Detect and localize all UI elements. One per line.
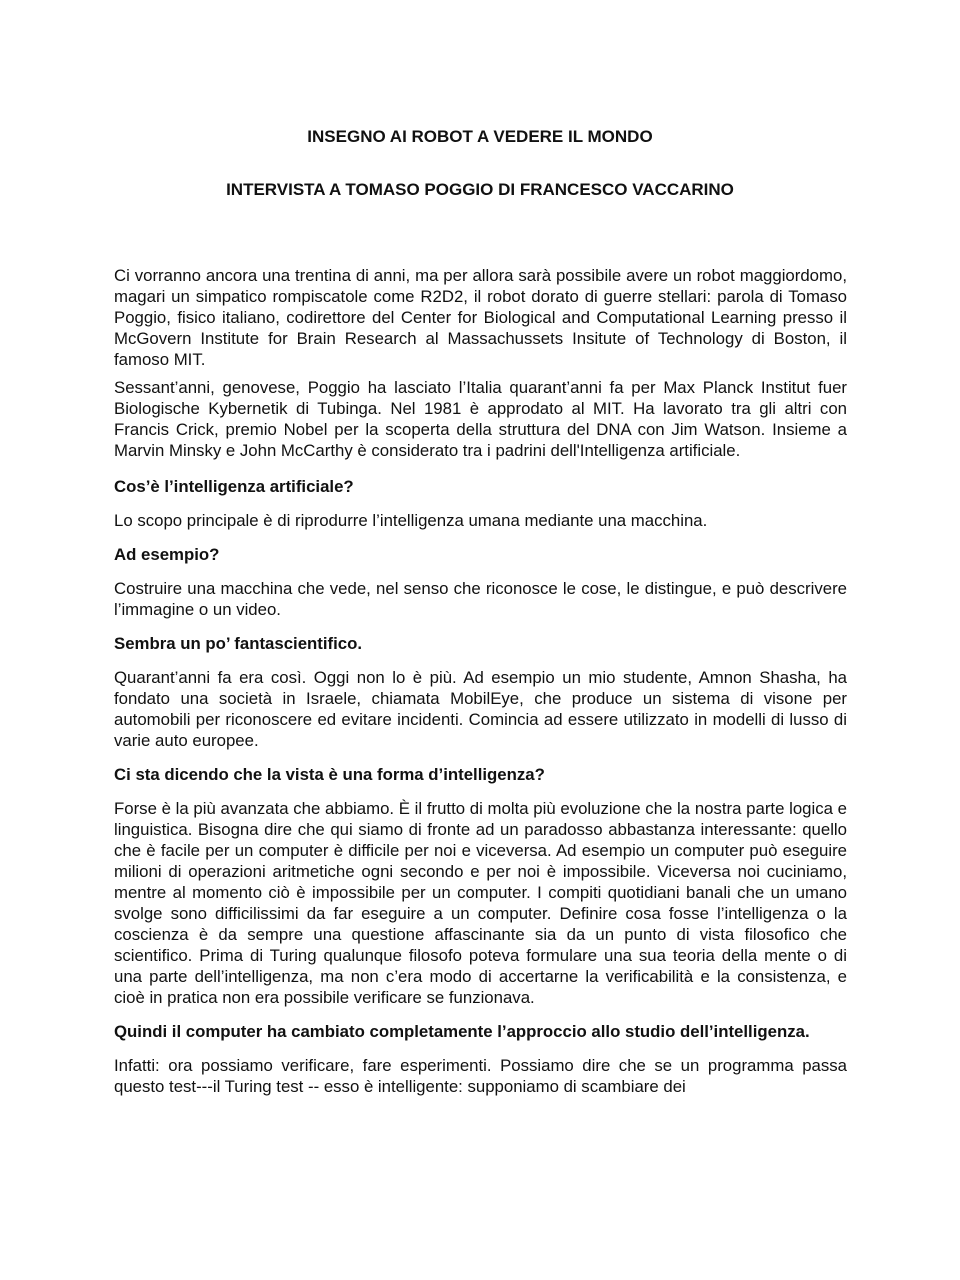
- intro-paragraph-2: Sessant’anni, genovese, Poggio ha lasciato l’Italia quarant’anni fa per Max Planck Institut fuer Biologische Kybernetik di Tubinga. Nel 1981 è approdato al MIT. Ha lavorato tra gli altri con Francis Crick, premio Nobel per la scoperta della struttura del DNA con Jim Watson. Insieme a Marvin Minsky e John McCarthy è considerato tra i padrini dell'Intelligenza artificiale.: [114, 378, 847, 460]
- document-subtitle: INTERVISTA A TOMASO POGGIO DI FRANCESCO VACCARINO: [226, 180, 734, 199]
- question-4: Ci sta dicendo che la vista è una forma d’intelligenza?: [114, 765, 545, 784]
- question-1: Cos’è l’intelligenza artificiale?: [114, 477, 354, 496]
- answer-5: Infatti: ora possiamo verificare, fare esperimenti. Possiamo dire che se un programma passa questo test---il Turing test -- esso è intelligente: supponiamo di scambiare dei: [114, 1056, 847, 1096]
- question-2: Ad esempio?: [114, 545, 220, 564]
- answer-4: Forse è la più avanzata che abbiamo. È il frutto di molta più evoluzione che la nostra parte logica e linguistica. Bisogna dire che qui siamo di fronte ad un paradosso abbastanza interessante: quello che è facile per un computer è difficile per noi e viceversa. Ad esempio un computer può eseguire milioni di operazioni aritmetiche ogni secondo e per noi è impossibile. Viceversa noi cuciniamo, mentre al momento ciò è impossibile per un computer. I compiti quotidiani banali che un umano svolge sono difficilissimi da far eseguire a un computer. Definire cosa fosse l’intelligenza o la coscienza è da sempre una questione affascinante sia da un punto di vista filosofico che scientifico. Prima di Turing qualunque filosofo poteva formulare una sua teoria della mente o di una parte dell’intelligenza, ma non c’era modo di accertarne la verificabilità e la consistenza, e cioè in pratica non era possibile verificare se funzionava.: [114, 799, 847, 1007]
- question-5: Quindi il computer ha cambiato completamente l’approccio allo studio dell’intelligenza.: [114, 1022, 810, 1041]
- document-title: INSEGNO AI ROBOT A VEDERE IL MONDO: [307, 127, 653, 146]
- article-body: [114, 265, 847, 1104]
- answer-2: Costruire una macchina che vede, nel senso che riconosce le cose, le distingue, e può descrivere l’immagine o un video.: [114, 579, 847, 619]
- question-3: Sembra un po’ fantascientifico.: [114, 634, 363, 653]
- intro-paragraph-1: Ci vorranno ancora una trentina di anni, ma per allora sarà possibile avere un robot maggiordomo, magari un simpatico rompiscatole come R2D2, il robot dorato di guerre stellari: parola di Tomaso Poggio, fisico italiano, codirettore del Center for Biological and Computational Learning presso il McGovern Institute for Brain Research al Massachussets Insitute of Technology di Boston, il famoso MIT.: [114, 266, 847, 369]
- answer-1: Lo scopo principale è di riprodurre l’intelligenza umana mediante una macchina.: [114, 511, 708, 530]
- answer-3: Quarant’anni fa era così. Oggi non lo è più. Ad esempio un mio studente, Amnon Shasha, ha fondato una società in Israele, chiamata MobilEye, che produce un sistema di visone per automobili per riconoscere ed evitare incidenti. Comincia ad essere utilizzato in modelli di lusso di varie auto europee.: [114, 668, 847, 750]
